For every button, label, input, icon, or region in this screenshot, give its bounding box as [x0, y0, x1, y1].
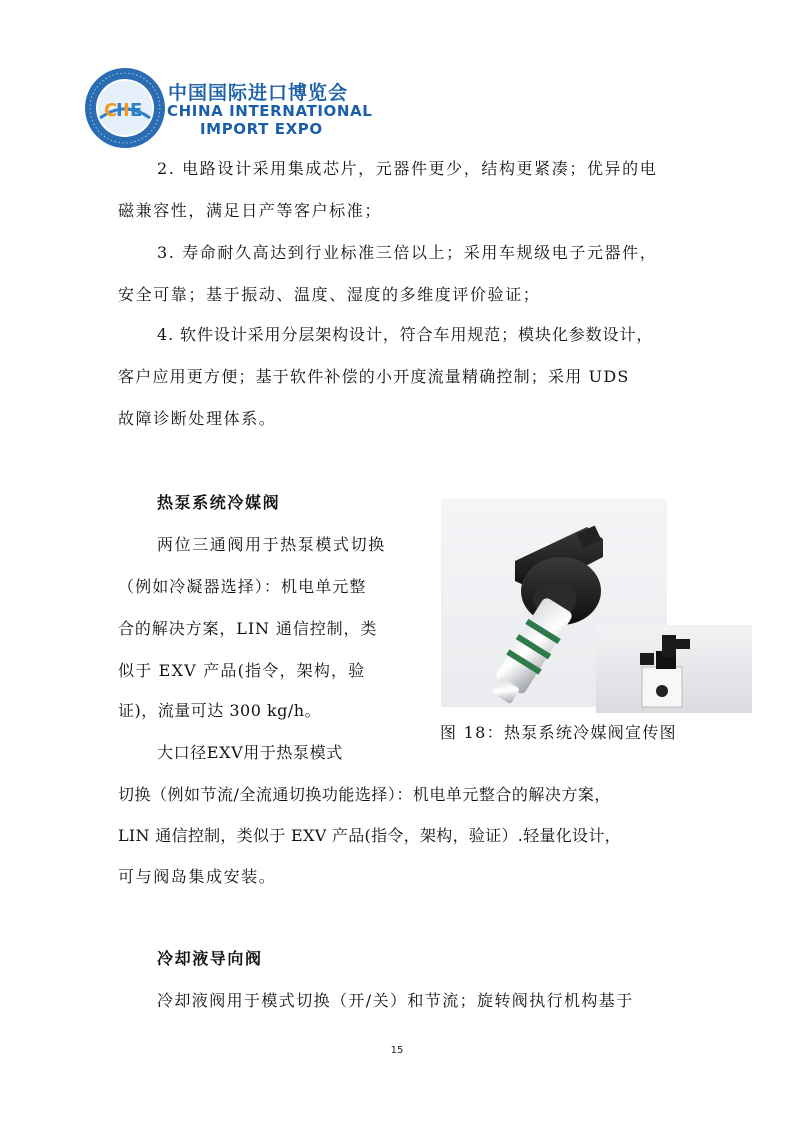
body-line: 可与阀岛集成安装。 [118, 867, 277, 886]
body-line: 2. 电路设计采用集成芯片，元器件更少，结构更紧凑；优异的电 [157, 159, 658, 178]
body-line: 合的解决方案，LIN 通信控制，类 [118, 619, 378, 638]
svg-text:E: E [130, 100, 143, 121]
body-line: 磁兼容性，满足日产等客户标准； [118, 201, 383, 220]
body-line: 证)，流量可达 300 kg/h。 [118, 701, 322, 720]
svg-text:C: C [104, 100, 118, 121]
body-line: 冷却液阀用于模式切换（开/关）和节流；旋转阀执行机构基于 [157, 991, 634, 1010]
page-number: 15 [390, 1045, 404, 1056]
body-line: 两位三通阀用于热泵模式切换 [157, 535, 386, 554]
body-line: 故障诊断处理体系。 [118, 409, 277, 428]
body-line: 似于 EXV 产品(指令，架构，验 [118, 661, 366, 680]
body-line: LIN 通信控制，类似于 EXV 产品(指令，架构，验证）.轻量化设计， [118, 826, 621, 845]
body-line: 大口径EXV用于热泵模式 [157, 743, 343, 762]
section-heading: 冷却液导向阀 [157, 949, 263, 968]
figure-caption: 图 18：热泵系统冷媒阀宣传图 [440, 723, 677, 742]
large-exv-valve-image [596, 625, 752, 713]
body-line: 切换（例如节流/全流通切换功能选择）：机电单元整合的解决方案， [118, 785, 611, 804]
logo-title-en-line2: IMPORT EXPO [200, 120, 323, 138]
section-heading: 热泵系统冷媒阀 [157, 493, 281, 512]
logo-title-en-line1: CHINA INTERNATIONAL [167, 102, 373, 120]
body-line: 4. 软件设计采用分层架构设计，符合车用规范；模块化参数设计， [157, 325, 654, 344]
body-line: 3. 寿命耐久高达到行业标准三倍以上；采用车规级电子元器件， [157, 243, 658, 262]
body-line: 客户应用更方便；基于软件补偿的小开度流量精确控制；采用 UDS [118, 367, 630, 386]
svg-text:I: I [123, 100, 130, 121]
ciie-emblem-icon [80, 66, 170, 150]
logo-title-cn: 中国国际进口博览会 [168, 82, 349, 104]
body-line: （例如冷凝器选择）：机电单元整 [118, 577, 367, 596]
svg-text:I: I [116, 100, 123, 121]
body-line: 安全可靠；基于振动、温度、湿度的多维度评价验证； [118, 285, 541, 304]
product-inset-image [596, 625, 752, 713]
